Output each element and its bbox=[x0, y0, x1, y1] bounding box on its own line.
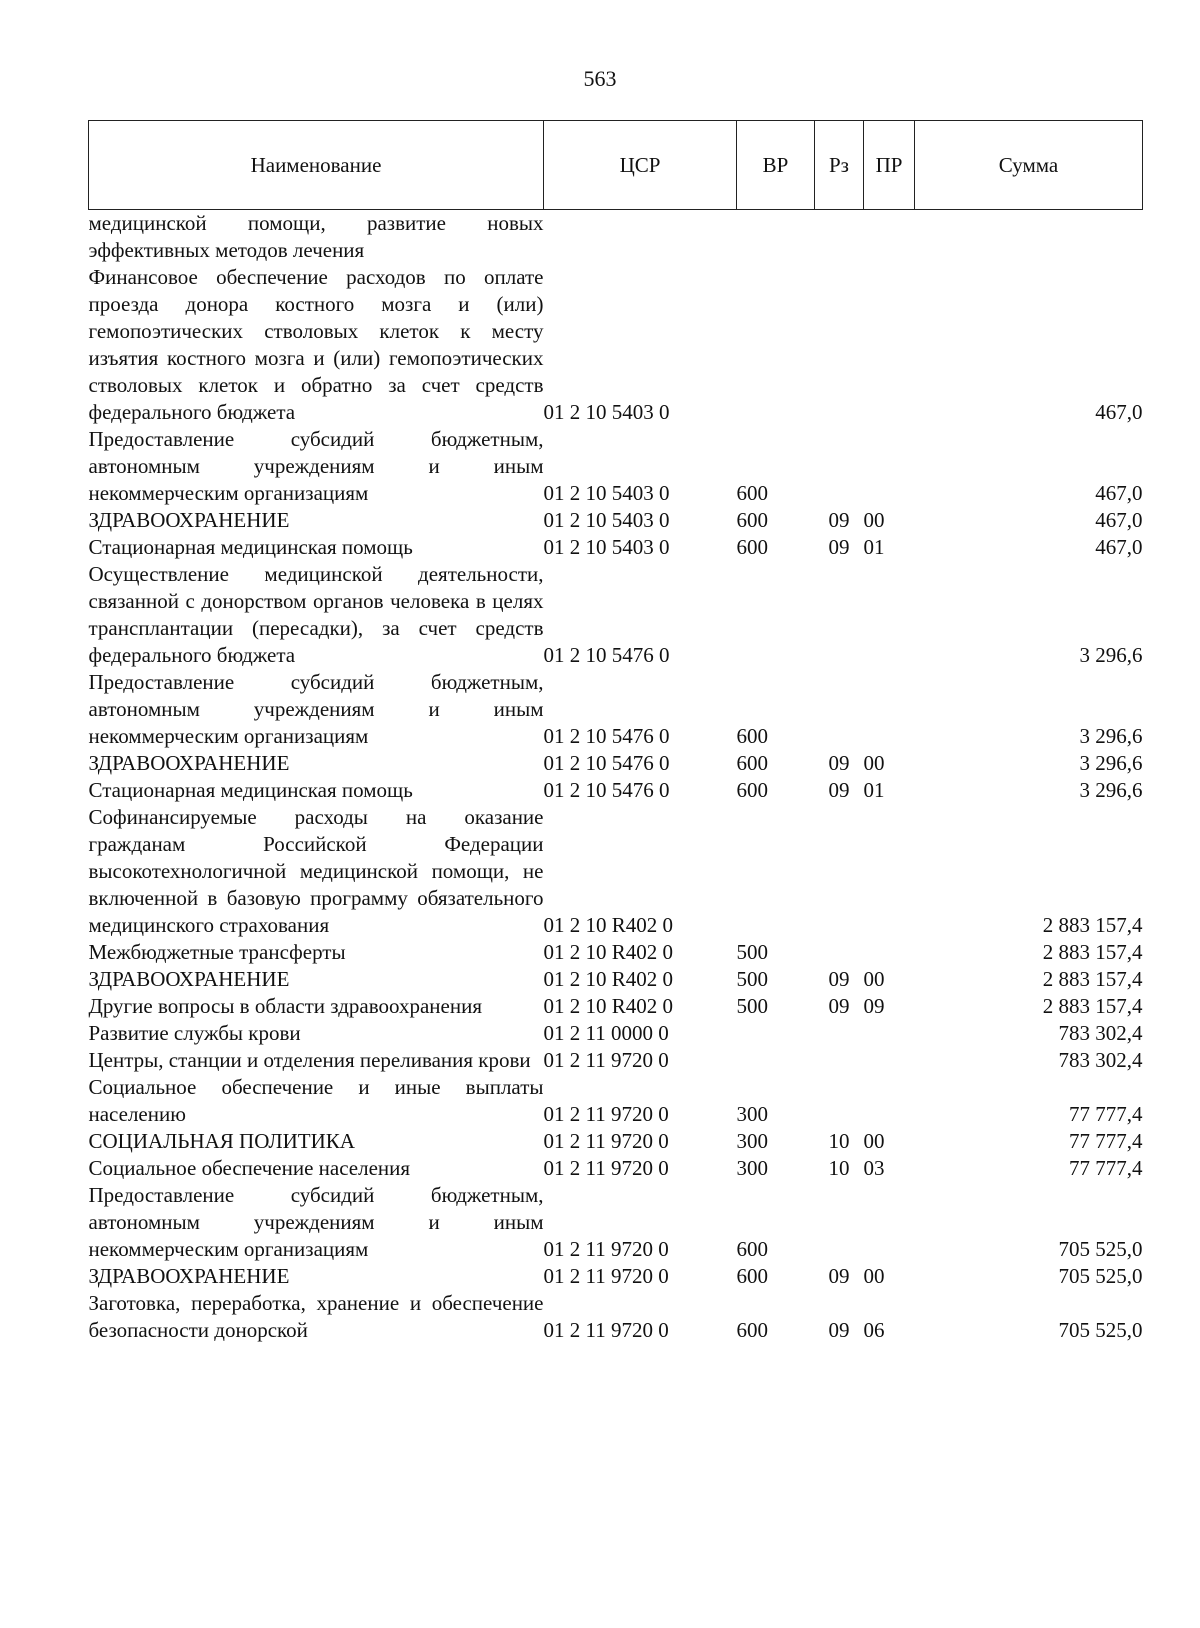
row-vr: 600 bbox=[736, 778, 768, 802]
row-pr bbox=[864, 561, 915, 669]
table-row bbox=[89, 966, 1143, 993]
header-pr: ПР bbox=[864, 121, 915, 210]
row-vr: 300 bbox=[736, 1102, 768, 1126]
row-sum: 77 777,4 bbox=[1069, 1156, 1143, 1180]
row-name: Социальное обеспечение и иные выплаты населению bbox=[88, 1075, 544, 1126]
row-rz bbox=[815, 804, 864, 939]
table-header bbox=[89, 121, 1143, 210]
row-vr: 600 bbox=[736, 1318, 768, 1342]
row-csr: 01 2 10 R402 0 bbox=[543, 913, 674, 937]
row-name: Другие вопросы в области здравоохранения bbox=[88, 994, 482, 1018]
row-name: Стационарная медицинская помощь bbox=[88, 778, 413, 802]
row-csr: 01 2 10 R402 0 bbox=[543, 994, 674, 1018]
row-rz: 09 bbox=[828, 1264, 850, 1288]
row-rz bbox=[815, 1182, 864, 1263]
table-row bbox=[89, 1074, 1143, 1128]
row-csr: 01 2 10 5476 0 bbox=[543, 751, 670, 775]
row-sum: 705 525,0 bbox=[1058, 1264, 1143, 1288]
row-name: медицинской помощи, развитие новых эффективных методов лечения bbox=[88, 211, 544, 262]
row-pr: 06 bbox=[863, 1318, 885, 1342]
row-pr: 09 bbox=[863, 994, 885, 1018]
row-vr: 600 bbox=[736, 535, 768, 559]
row-vr bbox=[737, 1020, 815, 1047]
table-row bbox=[89, 534, 1143, 561]
row-rz: 09 bbox=[828, 535, 850, 559]
row-pr: 01 bbox=[863, 535, 885, 559]
row-pr bbox=[864, 264, 915, 426]
table-row bbox=[89, 210, 1143, 265]
row-rz: 10 bbox=[828, 1129, 850, 1153]
row-pr bbox=[864, 1047, 915, 1074]
row-vr: 600 bbox=[736, 1264, 768, 1288]
row-sum: 3 296,6 bbox=[1079, 643, 1143, 667]
row-vr bbox=[737, 804, 815, 939]
row-pr bbox=[864, 426, 915, 507]
row-vr: 500 bbox=[736, 967, 768, 991]
row-csr bbox=[544, 210, 737, 265]
table-row bbox=[89, 264, 1143, 426]
header-rz: Рз bbox=[815, 121, 864, 210]
row-pr: 03 bbox=[863, 1156, 885, 1180]
table-row bbox=[89, 1263, 1143, 1290]
row-csr: 01 2 10 5476 0 bbox=[543, 643, 670, 667]
table-row bbox=[89, 750, 1143, 777]
row-sum: 3 296,6 bbox=[1079, 724, 1143, 748]
row-vr bbox=[737, 1047, 815, 1074]
row-pr bbox=[864, 1074, 915, 1128]
table-row bbox=[89, 561, 1143, 669]
row-name: Центры, станции и отделения переливания крови bbox=[88, 1048, 531, 1072]
row-csr: 01 2 11 9720 0 bbox=[543, 1318, 669, 1342]
row-csr: 01 2 10 R402 0 bbox=[543, 967, 674, 991]
row-vr: 300 bbox=[736, 1156, 768, 1180]
row-pr: 00 bbox=[863, 751, 885, 775]
header-csr: ЦСР bbox=[544, 121, 737, 210]
row-name: Стационарная медицинская помощь bbox=[88, 535, 413, 559]
row-name: Осуществление медицинской деятельности, связанной с донорством органов человека в целях трансплантации (пересадки), за счет средств федерального бюджета bbox=[88, 562, 544, 667]
row-pr: 00 bbox=[863, 508, 885, 532]
row-vr: 600 bbox=[736, 751, 768, 775]
row-name: Финансовое обеспечение расходов по оплате проезда донора костного мозга и (или) гемопоэтических стволовых клеток к месту изъятия костного мозга и (или) гемопоэтических стволовых клеток и обратно за счет средств федерального бюджета bbox=[88, 265, 544, 424]
row-csr: 01 2 11 9720 0 bbox=[543, 1048, 669, 1072]
row-name: Предоставление субсидий бюджетным, автономным учреждениям и иным некоммерческим организациям bbox=[88, 427, 544, 505]
row-csr: 01 2 10 5476 0 bbox=[543, 724, 670, 748]
row-pr: 01 bbox=[863, 778, 885, 802]
row-name: ЗДРАВООХРАНЕНИЕ bbox=[88, 508, 290, 532]
row-sum: 3 296,6 bbox=[1079, 751, 1143, 775]
table-row bbox=[89, 939, 1143, 966]
row-csr: 01 2 11 0000 0 bbox=[543, 1021, 669, 1045]
row-sum: 77 777,4 bbox=[1069, 1102, 1143, 1126]
row-rz: 09 bbox=[828, 751, 850, 775]
row-sum: 2 883 157,4 bbox=[1042, 913, 1143, 937]
row-csr: 01 2 11 9720 0 bbox=[543, 1102, 669, 1126]
row-rz: 10 bbox=[828, 1156, 850, 1180]
row-vr bbox=[737, 264, 815, 426]
row-pr bbox=[864, 1020, 915, 1047]
header-sum: Сумма bbox=[915, 121, 1143, 210]
row-rz: 09 bbox=[828, 778, 850, 802]
row-csr: 01 2 11 9720 0 bbox=[543, 1156, 669, 1180]
row-rz bbox=[815, 1074, 864, 1128]
row-rz bbox=[815, 264, 864, 426]
row-name: СОЦИАЛЬНАЯ ПОЛИТИКА bbox=[88, 1129, 355, 1153]
row-vr: 600 bbox=[736, 1237, 768, 1261]
row-name: Заготовка, переработка, хранение и обеспечение безопасности донорской bbox=[88, 1291, 544, 1342]
row-vr: 500 bbox=[736, 994, 768, 1018]
table-row bbox=[89, 1155, 1143, 1182]
row-sum: 77 777,4 bbox=[1069, 1129, 1143, 1153]
row-pr bbox=[864, 939, 915, 966]
row-vr: 600 bbox=[736, 508, 768, 532]
header-name: Наименование bbox=[89, 121, 544, 210]
row-rz bbox=[815, 561, 864, 669]
header-vr: ВР bbox=[737, 121, 815, 210]
row-pr bbox=[864, 669, 915, 750]
row-pr: 00 bbox=[863, 967, 885, 991]
row-sum: 3 296,6 bbox=[1079, 778, 1143, 802]
row-rz bbox=[815, 1047, 864, 1074]
row-csr: 01 2 10 R402 0 bbox=[543, 940, 674, 964]
row-sum: 467,0 bbox=[1095, 481, 1143, 505]
table-row bbox=[89, 669, 1143, 750]
row-rz: 09 bbox=[828, 508, 850, 532]
row-pr bbox=[864, 210, 915, 265]
row-pr: 00 bbox=[863, 1129, 885, 1153]
row-csr: 01 2 11 9720 0 bbox=[543, 1237, 669, 1261]
table-body bbox=[89, 210, 1143, 1345]
row-sum: 2 883 157,4 bbox=[1042, 994, 1143, 1018]
row-csr: 01 2 10 5403 0 bbox=[543, 535, 670, 559]
row-rz: 09 bbox=[828, 994, 850, 1018]
row-csr: 01 2 10 5476 0 bbox=[543, 778, 670, 802]
row-sum: 783 302,4 bbox=[1058, 1048, 1143, 1072]
row-name: Предоставление субсидий бюджетным, автономным учреждениям и иным некоммерческим организациям bbox=[88, 1183, 544, 1261]
row-sum: 783 302,4 bbox=[1058, 1021, 1143, 1045]
row-rz: 09 bbox=[828, 967, 850, 991]
row-sum: 467,0 bbox=[1095, 535, 1143, 559]
table-row bbox=[89, 804, 1143, 939]
row-sum: 2 883 157,4 bbox=[1042, 940, 1143, 964]
row-name: Софинансируемые расходы на оказание гражданам Российской Федерации высокотехнологичной медицинской помощи, не включенной в базовую программу обязательного медицинского страхования bbox=[88, 805, 544, 937]
table-row bbox=[89, 507, 1143, 534]
row-vr bbox=[737, 210, 815, 265]
row-name: Социальное обеспечение населения bbox=[88, 1156, 411, 1180]
row-rz: 09 bbox=[828, 1318, 850, 1342]
table-row bbox=[89, 1020, 1143, 1047]
row-vr: 600 bbox=[736, 724, 768, 748]
row-sum: 705 525,0 bbox=[1058, 1318, 1143, 1342]
row-vr: 300 bbox=[736, 1129, 768, 1153]
row-name: Развитие службы крови bbox=[88, 1021, 301, 1045]
page-number: 563 bbox=[583, 66, 617, 91]
table-row bbox=[89, 1128, 1143, 1155]
row-name: Предоставление субсидий бюджетным, автономным учреждениям и иным некоммерческим организациям bbox=[88, 670, 544, 748]
row-rz bbox=[815, 210, 864, 265]
row-csr: 01 2 10 5403 0 bbox=[543, 400, 670, 424]
row-name: ЗДРАВООХРАНЕНИЕ bbox=[88, 967, 290, 991]
table-row bbox=[89, 1182, 1143, 1263]
row-pr: 00 bbox=[863, 1264, 885, 1288]
row-sum bbox=[915, 210, 1143, 265]
budget-table bbox=[88, 120, 1143, 1344]
row-name: ЗДРАВООХРАНЕНИЕ bbox=[88, 1264, 290, 1288]
row-rz bbox=[815, 939, 864, 966]
row-pr bbox=[864, 1182, 915, 1263]
row-sum: 2 883 157,4 bbox=[1042, 967, 1143, 991]
row-csr: 01 2 10 5403 0 bbox=[543, 508, 670, 532]
row-rz bbox=[815, 669, 864, 750]
row-name: Межбюджетные трансферты bbox=[88, 940, 346, 964]
row-vr: 600 bbox=[736, 481, 768, 505]
row-rz bbox=[815, 426, 864, 507]
row-csr: 01 2 10 5403 0 bbox=[543, 481, 670, 505]
table-row bbox=[89, 1047, 1143, 1074]
row-csr: 01 2 11 9720 0 bbox=[543, 1264, 669, 1288]
table-row bbox=[89, 426, 1143, 507]
row-name: ЗДРАВООХРАНЕНИЕ bbox=[88, 751, 290, 775]
row-sum: 467,0 bbox=[1095, 400, 1143, 424]
row-sum: 467,0 bbox=[1095, 508, 1143, 532]
row-vr bbox=[737, 561, 815, 669]
row-csr: 01 2 11 9720 0 bbox=[543, 1129, 669, 1153]
table-row bbox=[89, 993, 1143, 1020]
row-sum: 705 525,0 bbox=[1058, 1237, 1143, 1261]
row-vr: 500 bbox=[736, 940, 768, 964]
row-rz bbox=[815, 1020, 864, 1047]
table-row bbox=[89, 777, 1143, 804]
table-row bbox=[89, 1290, 1143, 1344]
row-pr bbox=[864, 804, 915, 939]
